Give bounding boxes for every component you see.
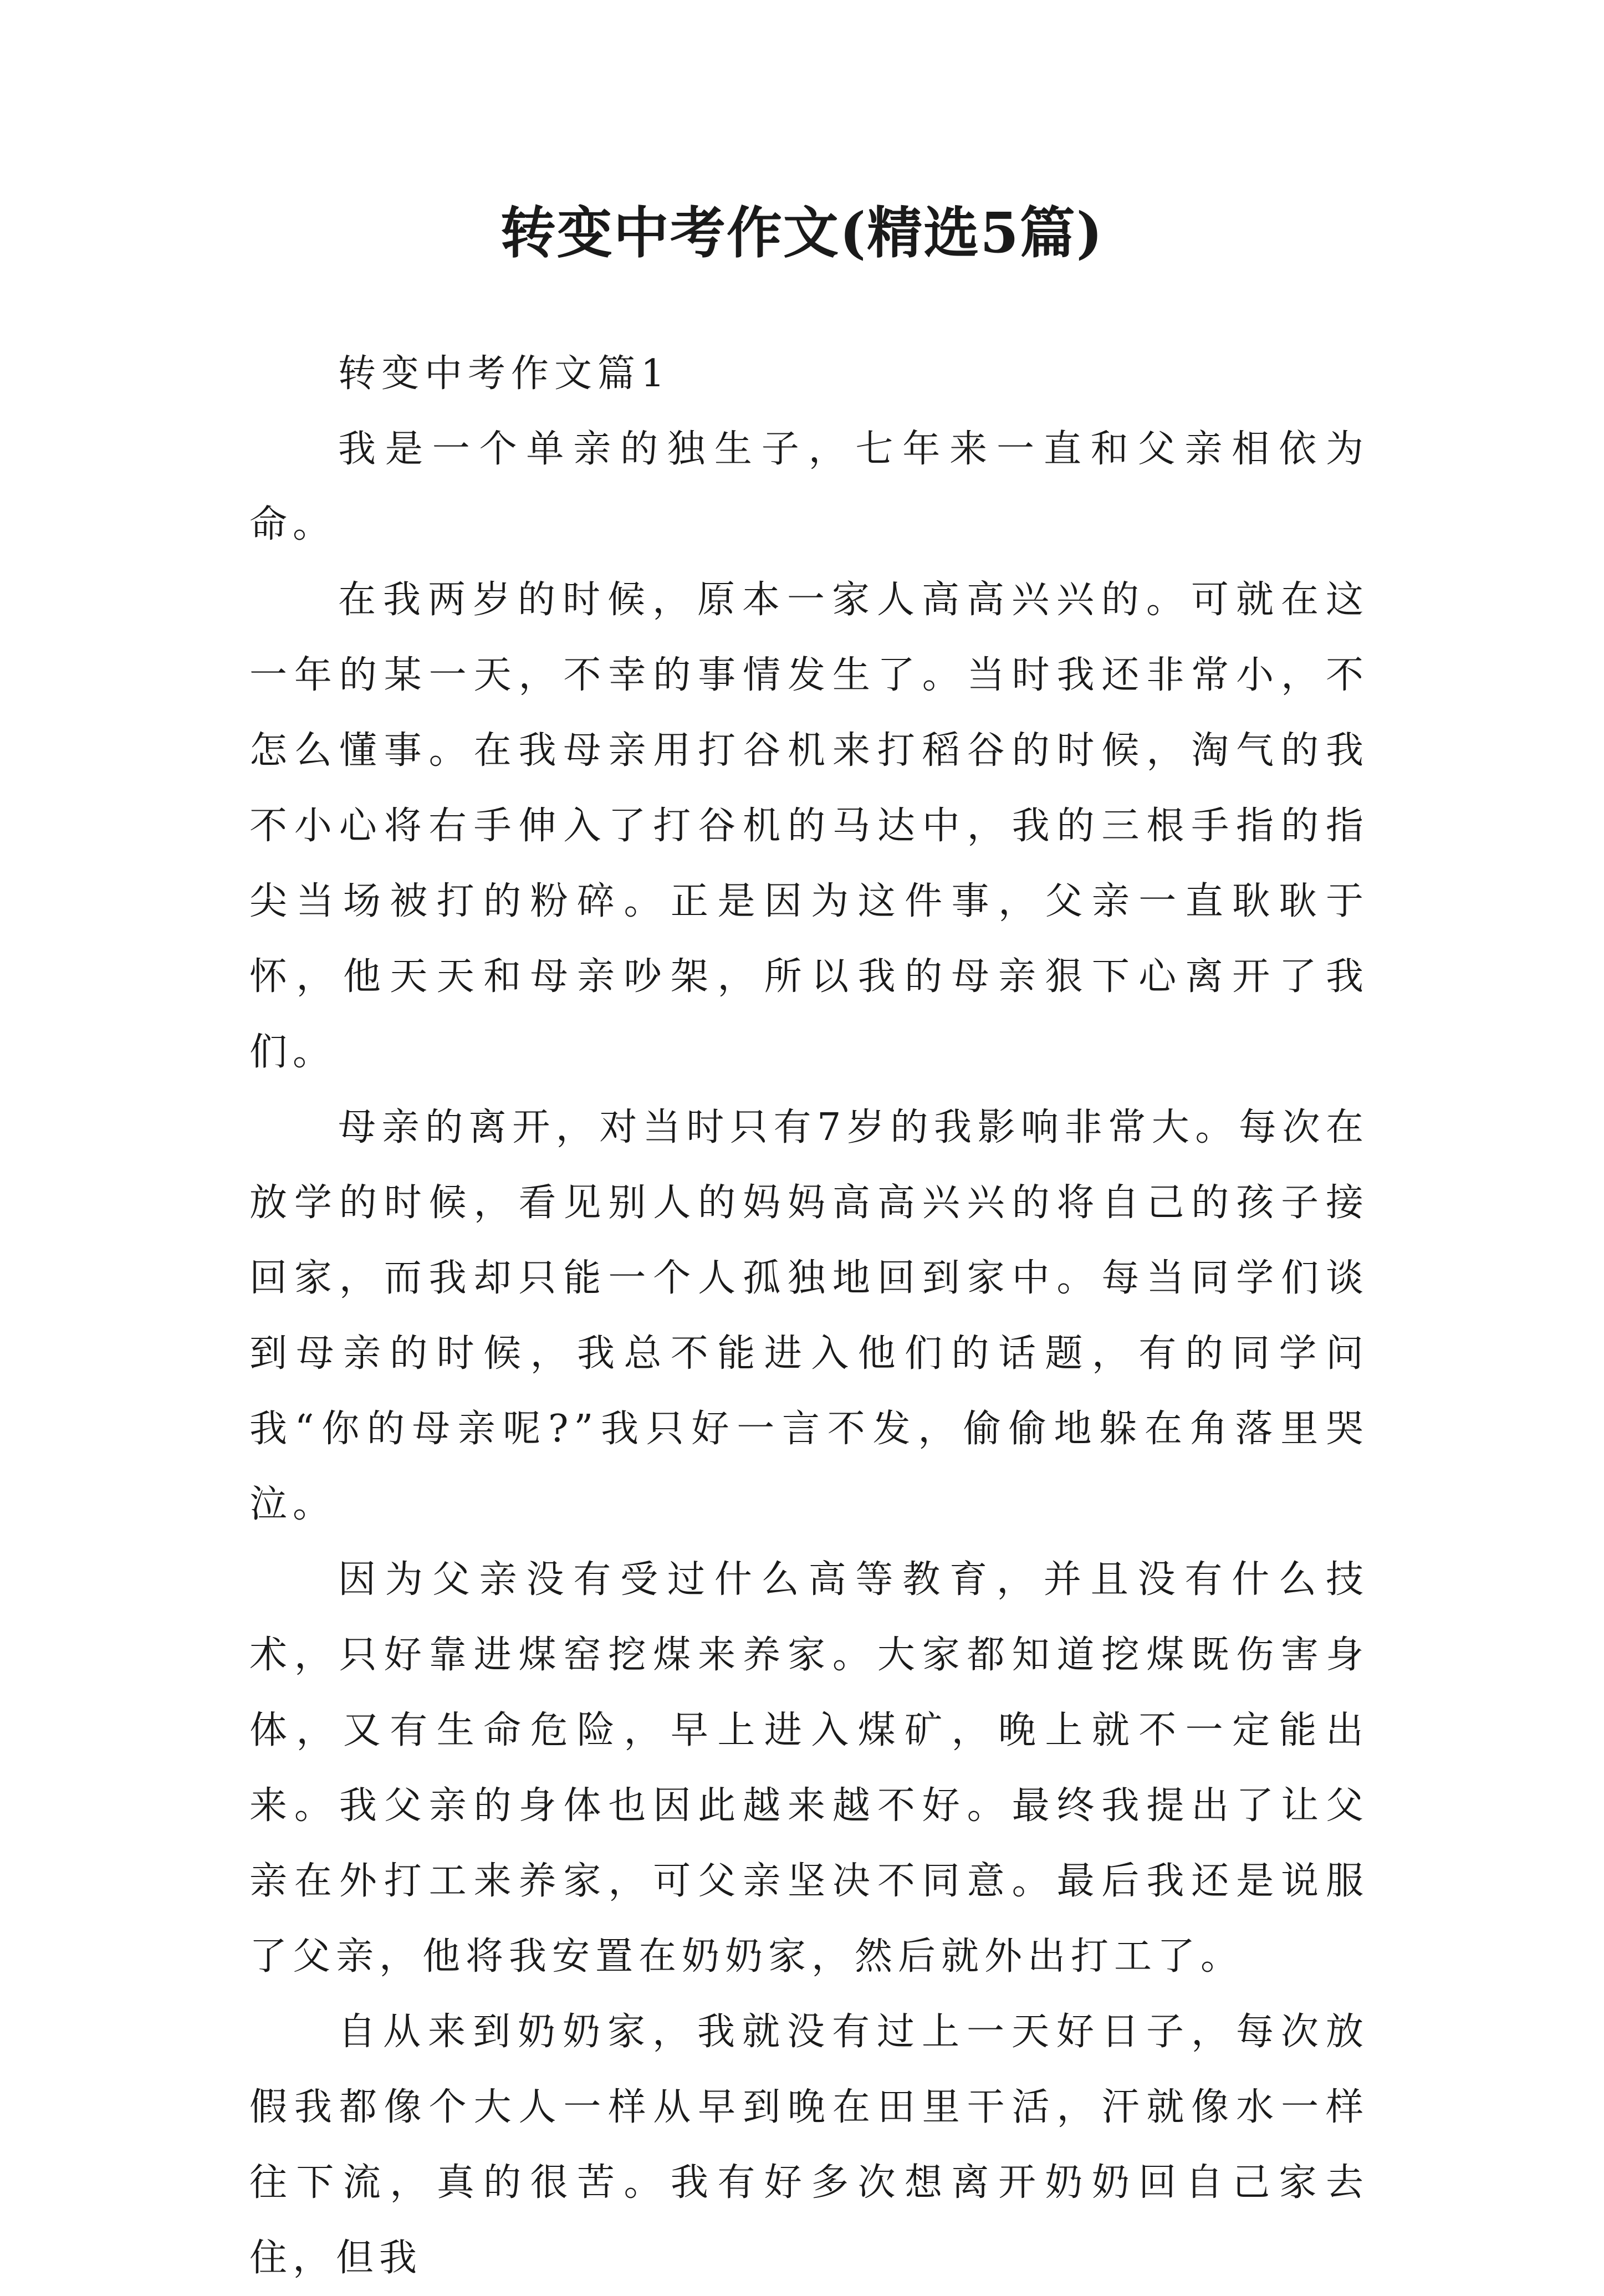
paragraph: 因为父亲没有受过什么高等教育，并且没有什么技术，只好靠进煤窑挖煤来养家。大家都知道挖煤既伤害身体，又有生命危险，早上进入煤矿，晚上就不一定能出来。我父亲的身体也因此越来越不好。最终我提出了让父亲在外打工来养家，可父亲坚决不同意。最后我还是说服了父亲，他将我安置在奶奶家，然后就外出打工了。 [249, 1558, 1369, 1978]
paragraph: 母亲的离开，对当时只有7岁的我影响非常大。每次在放学的时候，看见别人的妈妈高高兴兴的将自己的孩子接回家，而我却只能一个人孤独地回到家中。每当同学们谈到母亲的时候，我总不能进入他们的话题，有的同学问我“你的母亲呢?”我只好一言不发，偷偷地躲在角落里哭泣。 [249, 1106, 1369, 1526]
section-heading: 转变中考作文篇1 [338, 352, 671, 396]
paragraph: 我是一个单亲的独生子，七年来一直和父亲相依为命。 [249, 427, 1369, 546]
document-body [249, 336, 1369, 2296]
paragraph: 在我两岁的时候，原本一家人高高兴兴的。可就在这一年的某一天，不幸的事情发生了。当时我还非常小，不怎么懂事。在我母亲用打谷机来打稻谷的时候，淘气的我不小心将右手伸入了打谷机的马达中，我的三根手指的指尖当场被打的粉碎。正是因为这件事，父亲一直耿耿于怀，他天天和母亲吵架，所以我的母亲狠下心离开了我们。 [249, 578, 1369, 1074]
paragraph: 自从来到奶奶家，我就没有过上一天好日子，每次放假我都像个大人一样从早到晚在田里干活，汗就像水一样往下流，真的很苦。我有好多次想离开奶奶回自己家去住，但我 [249, 2010, 1369, 2280]
document-title: 转变中考作文(精选5篇) [500, 200, 1104, 265]
